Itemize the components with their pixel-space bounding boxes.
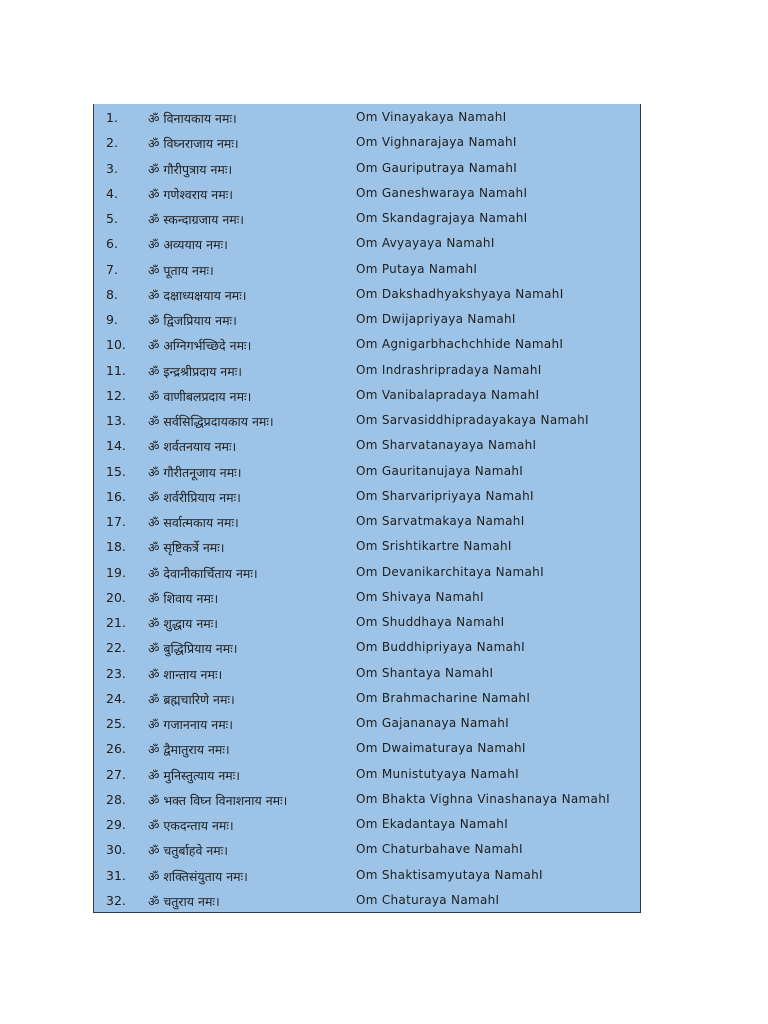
mantra-transliteration: Om Agnigarbhachchhide NamahI [356, 337, 564, 352]
table-row [94, 761, 640, 786]
mantra-transliteration: Om Chaturbahave NamahI [356, 842, 523, 857]
row-number: 13. [106, 413, 126, 428]
row-number: 17. [106, 514, 126, 529]
mantra-transliteration: Om Gauritanujaya NamahI [356, 463, 524, 478]
mantra-devanagari: ॐ शक्तिसंयुताय नमः। [148, 868, 248, 884]
mantra-transliteration: Om Indrashripradaya NamahI [356, 362, 542, 377]
mantra-transliteration: Om Gajananaya NamahI [356, 716, 509, 730]
mantra-transliteration: Om Avyayaya NamahI [356, 236, 495, 251]
mantra-transliteration: Om Munistutyaya NamahI [356, 766, 519, 781]
row-number: 21. [106, 615, 126, 630]
row-number: 32. [106, 892, 126, 908]
mantra-transliteration: Om Sharvaripriyaya NamahI [356, 488, 534, 503]
row-number: 23. [106, 665, 126, 681]
table-row [94, 786, 640, 811]
row-number: 19. [106, 564, 126, 580]
mantra-transliteration: Om Shaktisamyutaya NamahI [356, 867, 543, 882]
row-number: 18. [106, 539, 126, 555]
row-number: 31. [106, 867, 126, 883]
mantra-devanagari: ॐ शर्वरीप्रियाय नमः। [148, 489, 241, 505]
table-row [94, 584, 640, 609]
mantra-devanagari: ॐ पूताय नमः। [148, 262, 214, 278]
mantra-transliteration: Om Sharvatanayaya NamahI [356, 438, 537, 453]
mantra-transliteration: Om Vanibalapradaya NamahI [356, 387, 540, 402]
table-row [94, 382, 640, 407]
table-row [94, 710, 640, 735]
row-number: 10. [106, 337, 126, 353]
mantra-devanagari: ॐ इन्द्रश्रीप्रदाय नमः। [148, 363, 242, 379]
row-number: 6. [106, 236, 118, 252]
mantra-devanagari: ॐ द्विजप्रियाय नमः। [148, 313, 237, 328]
mantra-devanagari: ॐ सृष्टिकर्त्रे नमः। [148, 540, 225, 556]
table-row [94, 129, 640, 154]
mantra-devanagari: ॐ एकदन्ताय नमः। [148, 818, 234, 833]
mantra-transliteration: Om Dwaimaturaya NamahI [356, 741, 526, 756]
mantra-transliteration: Om Shantaya NamahI [356, 665, 494, 680]
mantra-devanagari: ॐ सर्वसिद्धिप्रदायकाय नमः। [148, 414, 274, 429]
row-number: 27. [106, 766, 126, 782]
table-row [94, 230, 640, 255]
mantra-transliteration: Om Putaya NamahI [356, 261, 478, 276]
row-number: 4. [106, 185, 118, 201]
mantra-transliteration: Om Ekadantaya NamahI [356, 817, 509, 831]
table-row [94, 559, 640, 584]
mantra-devanagari: ॐ गौरीतनूजाय नमः। [148, 464, 242, 480]
row-number: 8. [106, 286, 118, 302]
row-number: 20. [106, 589, 126, 605]
mantra-devanagari: ॐ वाणीबलप्रदाय नमः। [148, 388, 252, 404]
row-number: 3. [106, 160, 118, 176]
mantra-transliteration: Om Shuddhaya NamahI [356, 615, 505, 629]
mantra-devanagari: ॐ गौरीपुत्राय नमः। [148, 161, 233, 177]
table-row [94, 407, 640, 432]
mantra-devanagari: ॐ शिवाय नमः। [148, 590, 219, 606]
mantra-devanagari: ॐ स्कन्दाग्रजाय नमः। [148, 212, 245, 227]
mantra-transliteration: Om Devanikarchitaya NamahI [356, 564, 544, 579]
row-number: 12. [106, 387, 126, 403]
table-row [94, 660, 640, 685]
row-number: 30. [106, 842, 126, 858]
table-row [94, 811, 640, 836]
mantra-devanagari: ॐ अव्ययाय नमः। [148, 237, 228, 253]
table-row [94, 887, 640, 912]
row-number: 14. [106, 438, 126, 454]
table-row [94, 508, 640, 533]
mantra-devanagari: ॐ भक्त विघ्न विनाशनाय नमः। [148, 792, 288, 808]
mantra-transliteration: Om Ganeshwaraya NamahI [356, 185, 528, 200]
row-number: 28. [106, 791, 126, 807]
table-row [94, 458, 640, 483]
mantra-transliteration: Om Vighnarajaya NamahI [356, 135, 517, 150]
mantra-transliteration: Om Brahmacharine NamahI [356, 690, 531, 705]
mantra-devanagari: ॐ द्वैमातुराय नमः। [148, 742, 230, 758]
mantra-devanagari: ॐ विघ्नराजाय नमः। [148, 136, 239, 152]
row-number: 25. [106, 716, 126, 731]
row-number: 1. [106, 110, 118, 125]
row-number: 7. [106, 261, 118, 277]
mantra-transliteration: Om Buddhipriyaya NamahI [356, 640, 525, 655]
mantra-transliteration: Om Vinayakaya NamahI [356, 110, 507, 124]
row-number: 16. [106, 488, 126, 504]
row-number: 26. [106, 741, 126, 757]
mantra-devanagari: ॐ दक्षाध्यक्षयाय नमः। [148, 287, 247, 303]
mantra-devanagari: ॐ शर्वतनयाय नमः। [148, 439, 237, 455]
mantra-devanagari: ॐ चतुराय नमः। [148, 893, 220, 909]
mantra-devanagari: ॐ गणेश्वराय नमः। [148, 186, 233, 202]
table-row [94, 634, 640, 659]
mantra-transliteration: Om Gauriputraya NamahI [356, 160, 518, 175]
mantra-devanagari: ॐ देवानीकार्चिताय नमः। [148, 565, 258, 581]
table-row [94, 256, 640, 281]
table-row [94, 432, 640, 457]
row-number: 9. [106, 312, 118, 327]
row-number: 29. [106, 817, 126, 832]
table-row [94, 483, 640, 508]
table-row [94, 331, 640, 356]
table-row [94, 836, 640, 861]
table-row [94, 104, 640, 129]
mantra-devanagari: ॐ ब्रह्मचारिणे नमः। [148, 691, 235, 707]
mantra-transliteration: Om Sarvatmakaya NamahI [356, 514, 525, 528]
table-row [94, 357, 640, 382]
table-row [94, 862, 640, 887]
row-number: 22. [106, 640, 126, 656]
mantra-transliteration: Om Srishtikartre NamahI [356, 539, 512, 554]
mantra-devanagari: ॐ शुद्धाय नमः। [148, 616, 218, 631]
mantra-devanagari: ॐ गजाननाय नमः। [148, 717, 233, 732]
table-row [94, 735, 640, 760]
mantra-devanagari: ॐ शान्ताय नमः। [148, 666, 223, 682]
mantra-devanagari: ॐ सर्वात्मकाय नमः। [148, 515, 239, 530]
row-number: 5. [106, 211, 118, 226]
mantra-devanagari: ॐ चतुर्बाहवे नमः। [148, 843, 229, 859]
mantra-transliteration: Om Shivaya NamahI [356, 589, 484, 604]
table-row [94, 180, 640, 205]
table-row [94, 205, 640, 230]
table-row [94, 609, 640, 634]
table-row [94, 155, 640, 180]
mantra-transliteration: Om Bhakta Vighna Vinashanaya NamahI [356, 791, 610, 806]
mantra-transliteration: Om Sarvasiddhipradayakaya NamahI [356, 413, 589, 427]
mantra-devanagari: ॐ विनायकाय नमः। [148, 111, 237, 126]
mantra-table [93, 104, 641, 913]
row-number: 15. [106, 463, 126, 479]
mantra-transliteration: Om Dwijapriyaya NamahI [356, 312, 516, 326]
mantra-devanagari: ॐ बुद्धिप्रियाय नमः। [148, 641, 238, 657]
row-number: 11. [106, 362, 126, 378]
row-number: 24. [106, 690, 126, 706]
table-row [94, 533, 640, 558]
mantra-devanagari: ॐ मुनिस्तुत्याय नमः। [148, 767, 241, 783]
table-row [94, 281, 640, 306]
table-row [94, 685, 640, 710]
table-row [94, 306, 640, 331]
mantra-transliteration: Om Dakshadhyakshyaya NamahI [356, 286, 564, 301]
mantra-devanagari: ॐ अग्निगर्भच्छिदे नमः। [148, 338, 252, 354]
mantra-transliteration: Om Skandagrajaya NamahI [356, 211, 528, 225]
row-number: 2. [106, 135, 118, 151]
mantra-transliteration: Om Chaturaya NamahI [356, 892, 500, 907]
